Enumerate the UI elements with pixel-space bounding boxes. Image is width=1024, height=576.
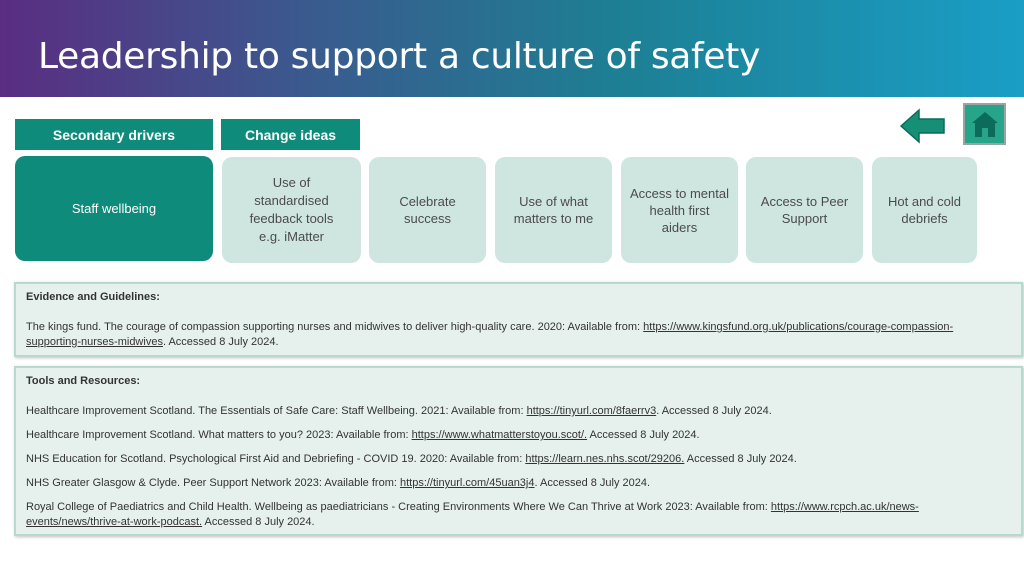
tools-reference: NHS Greater Glasgow & Clyde. Peer Support Network 2023: Available from: https://tinyurl.com/45uan3j4. Accessed 8 July 2024. <box>26 477 651 489</box>
evidence-panel <box>14 282 1023 357</box>
tools-reference: Healthcare Improvement Scotland. What matters to you? 2023: Available from: https://www.whatmatterstoyou.scot/. Accessed 8 July 2024. <box>26 429 700 441</box>
change-idea-what-matters: Use of what matters to me <box>495 157 612 263</box>
back-arrow-icon <box>900 108 946 144</box>
reference-link[interactable]: https://www.rcpch.ac.uk/news-events/news/thrive-at-work-podcast. <box>26 501 919 528</box>
secondary-drivers-label: Secondary drivers <box>15 119 213 150</box>
tools-heading: Tools and Resources: <box>26 375 141 387</box>
home-button[interactable] <box>963 103 1006 145</box>
secondary-driver-staff-wellbeing: Staff wellbeing <box>15 156 213 261</box>
change-idea-peer-support: Access to Peer Support <box>746 157 863 263</box>
evidence-heading: Evidence and Guidelines: <box>26 291 160 303</box>
reference-link[interactable]: https://tinyurl.com/8faerrv3 <box>526 405 657 417</box>
reference-link[interactable]: https://www.whatmatterstoyou.scot/. <box>411 429 588 441</box>
tools-reference: Healthcare Improvement Scotland. The Essentials of Safe Care: Staff Wellbeing. 2021: Available from: https://tinyurl.com/8faerrv3. Accessed 8 July 2024. <box>26 405 772 417</box>
tools-reference: NHS Education for Scotland. Psychological First Aid and Debriefing - COVID 19. 2020: Available from: https://learn.nes.nhs.scot/29206. Accessed 8 July 2024. <box>26 453 797 465</box>
change-idea-hot-cold-debriefs: Hot and cold debriefs <box>872 157 977 263</box>
change-ideas-label: Change ideas <box>221 119 360 150</box>
reference-link[interactable]: https://tinyurl.com/45uan3j4 <box>399 477 535 489</box>
home-icon <box>970 110 1000 138</box>
page-title: Leadership to support a culture of safety <box>38 36 761 77</box>
reference-link[interactable]: https://learn.nes.nhs.scot/29206. <box>525 453 685 465</box>
reference-link[interactable]: https://www.kingsfund.org.uk/publications/courage-compassion-supporting-nurses-midwives <box>26 321 954 348</box>
evidence-reference: The kings fund. The courage of compassion supporting nurses and midwives to deliver high-quality care. 2020: Available from: https://www.kingsfund.org.uk/publications/courage-compassion-supporting-nurses-midwives. Accessed 8 July 2024. <box>26 321 954 348</box>
change-idea-celebrate-success: Celebrate success <box>369 157 486 263</box>
change-idea-feedback-tools: Use of standardised feedback tools e.g. iMatter <box>222 157 361 263</box>
change-idea-mental-health-aiders: Access to mental health first aiders <box>621 157 738 263</box>
back-button[interactable] <box>900 108 946 144</box>
header-banner <box>0 0 1024 97</box>
tools-reference: Royal College of Paediatrics and Child Health. Wellbeing as paediatricians - Creating Environments Where We Can Thrive at Work 2023: Available from: https://www.rcpch.ac.uk/news-events/news/thrive-at-work-podcast. Accessed 8 July 2024. <box>26 501 919 528</box>
tools-panel <box>14 366 1023 536</box>
